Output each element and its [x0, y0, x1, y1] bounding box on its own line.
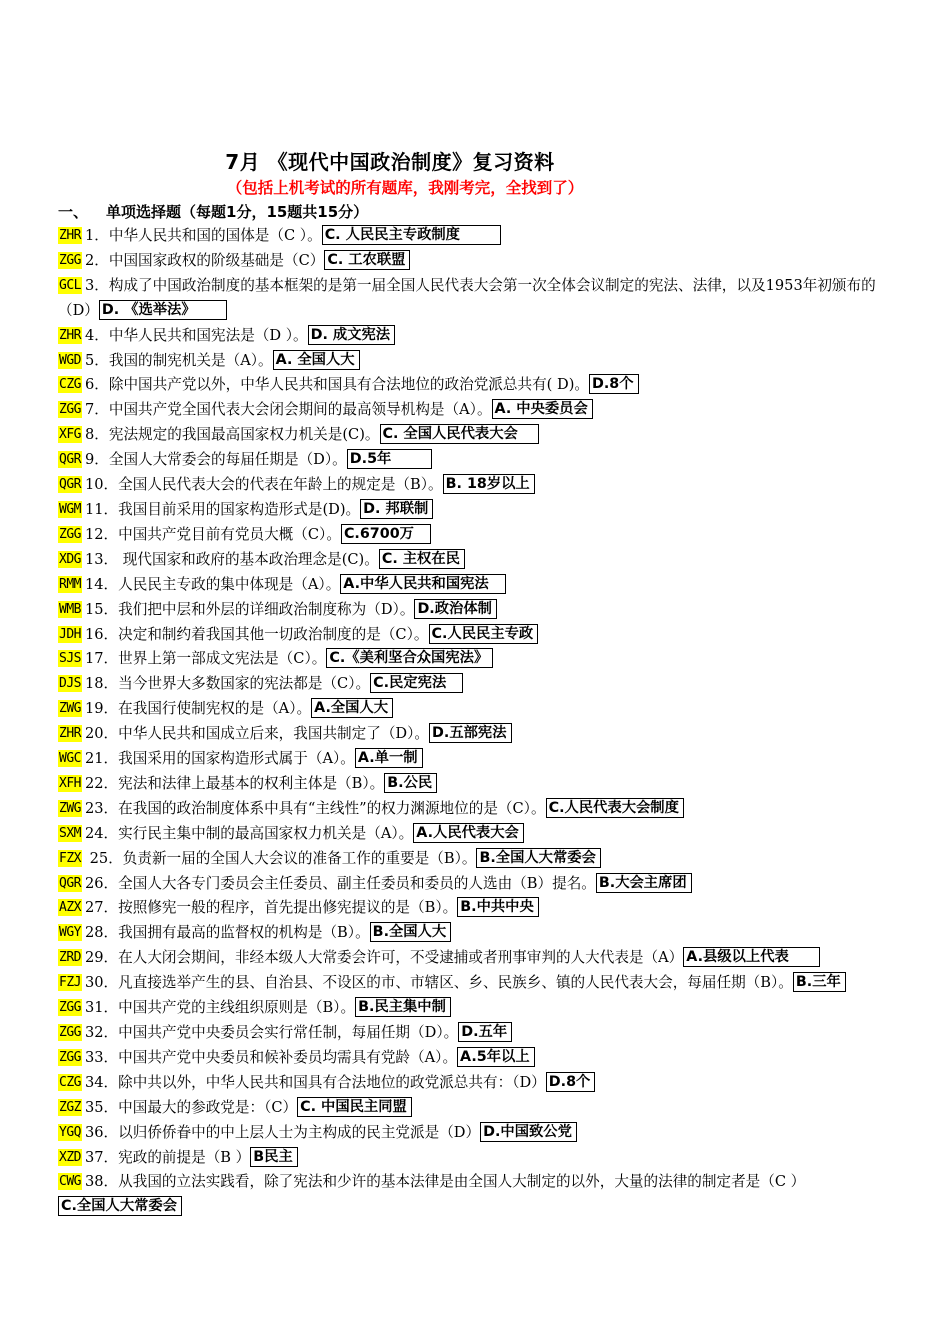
question-code-highlight: XFH	[59, 775, 81, 791]
question-code-highlight: SJS	[59, 651, 81, 667]
document-title: 7月 《现代中国政治制度》复习资料	[225, 150, 555, 174]
answer-box: B.大会主席团	[596, 873, 692, 893]
answer-box: D.5年	[347, 449, 433, 469]
answer-box: B.民主集中制	[355, 997, 451, 1017]
question-code-highlight: QGR	[59, 452, 81, 468]
answer-box: C.《美利坚合众国宪法》	[326, 648, 493, 668]
question-text: 28．我国拥有最高的监督权的机构是（B）。	[84, 924, 370, 942]
question-text: 1．中华人民共和国的国体是（C ）。	[84, 227, 322, 244]
answer-box: D.8个	[546, 1072, 596, 1092]
question-text: 19．在我国行使制宪权的是（A）。	[84, 700, 312, 718]
question-item	[58, 324, 908, 349]
question-list	[58, 224, 908, 1220]
question-item	[58, 473, 908, 498]
question-text: 22．宪法和法律上最基本的权利主体是（B）。	[84, 774, 385, 792]
question-text: 34．除中共以外，中华人民共和国具有合法地位的政党派总共有：（D）	[84, 1073, 546, 1091]
question-code-highlight: ZHR	[59, 726, 81, 742]
answer-box: A.人民代表大会	[413, 823, 524, 843]
question-text: 21．我国采用的国家构造形式属于（A）。	[84, 750, 355, 768]
answer-box: A. 全国人大	[273, 350, 360, 370]
question-code-highlight: FZJ	[59, 975, 81, 991]
answer-box: A. 中央委员会	[492, 399, 593, 419]
question-text: 26．全国人大各专门委员会主任委员、副主任委员和委员的人选由（B）提名。	[84, 874, 596, 892]
answer-box: C. 人民民主专政制度	[322, 225, 501, 245]
question-code-highlight: ZGG	[59, 1025, 81, 1040]
answer-box: A.中华人民共和国宪法	[340, 574, 505, 594]
question-code-highlight: ZRD	[59, 950, 81, 966]
question-text: 16．决定和制约着我国其他一切政治制度的是（C）。	[84, 625, 429, 643]
question-code-highlight: WMB	[59, 601, 81, 617]
question-text: 27．按照修宪一般的程序，首先提出修宪提议的是（B）。	[84, 899, 458, 917]
question-item	[58, 647, 908, 672]
question-item	[58, 623, 908, 648]
question-item	[58, 1121, 908, 1146]
question-code-highlight: CZG	[59, 377, 81, 393]
question-code-highlight: ZGG	[59, 526, 81, 542]
question-code-highlight: ZGG	[59, 1049, 81, 1065]
question-item	[58, 996, 908, 1021]
answer-box: D.五部宪法	[429, 723, 512, 743]
question-text: 23．在我国的政治制度体系中具有“主线性”的权力渊源地位的是（C）。	[84, 799, 546, 817]
question-text: 13． 现代国家和政府的基本政治理念是(C)。	[84, 550, 379, 568]
question-item	[58, 523, 908, 548]
answer-box: B.全国人大常委会	[476, 848, 600, 868]
question-code-highlight: ZGG	[59, 252, 81, 268]
question-item	[58, 548, 908, 573]
answer-box: C.人民代表大会制度	[546, 798, 684, 818]
section-label: 单项选择题（每题1分，15题共15分）	[106, 203, 369, 221]
question-text: 15．我们把中层和外层的详细政治制度称为（D）。	[84, 600, 415, 618]
question-code-highlight: CZG	[59, 1074, 81, 1090]
question-text: 35．中国最大的参政党是：（C）	[84, 1098, 298, 1116]
question-item	[58, 672, 908, 697]
question-item	[58, 498, 908, 523]
question-item	[58, 822, 908, 847]
question-code-highlight: ZWG	[59, 701, 81, 717]
question-text: 2．中国国家政权的阶级基础是（C）	[84, 251, 325, 269]
question-code-highlight: QGR	[59, 477, 81, 493]
question-item	[58, 872, 908, 897]
answer-box: B民主	[250, 1147, 298, 1167]
question-item	[58, 249, 908, 274]
document-subtitle: （包括上机考试的所有题库，我刚考完，全找到了）	[226, 179, 584, 197]
question-code-highlight: FZX	[59, 850, 81, 866]
answer-box: C.6700万	[341, 524, 431, 544]
answer-box: B.公民	[384, 773, 437, 793]
answer-box: B.三年	[793, 972, 846, 992]
question-code-highlight: WGD	[59, 352, 81, 368]
question-code-highlight: GCL	[59, 277, 81, 293]
question-text: 12．中国共产党目前有党员大概（C）。	[84, 525, 341, 543]
question-code-highlight: WGC	[59, 751, 81, 767]
question-item	[58, 1170, 908, 1220]
answer-box: D. 邦联制	[360, 499, 433, 519]
question-item	[58, 847, 908, 872]
answer-box: A.5年以上	[457, 1047, 535, 1067]
question-text: 33．中国共产党中央委员和候补委员均需具有党龄（A）。	[84, 1048, 458, 1066]
question-item	[58, 573, 908, 598]
question-item	[58, 722, 908, 747]
answer-box: D.中国致公党	[480, 1122, 577, 1142]
question-code-highlight: ZGG	[59, 402, 81, 418]
answer-box: D.政治体制	[414, 599, 497, 619]
question-item	[58, 598, 908, 623]
question-text: 24．实行民主集中制的最高国家权力机关是（A）。	[84, 824, 414, 842]
answer-box: D. 成文宪法	[308, 325, 395, 345]
question-code-highlight: WGY	[59, 925, 81, 941]
question-text: 6．除中国共产党以外，中华人民共和国具有合法地位的政治党派总共有( D)。	[84, 376, 589, 394]
answer-box: C.全国人大常委会	[58, 1196, 182, 1216]
question-item	[58, 1071, 908, 1096]
question-item	[58, 1096, 908, 1121]
question-code-highlight: DJS	[59, 676, 81, 692]
answer-box: C.人民民主专政	[429, 624, 539, 644]
question-item	[58, 398, 908, 423]
question-text: 4．中华人民共和国宪法是（D ）。	[84, 326, 308, 344]
question-text: 29．在人大闭会期间，非经本级人大常委会许可，不受逮捕或者刑事审判的人大代表是（A）	[84, 949, 684, 967]
question-item	[58, 946, 908, 971]
answer-box: C. 全国人民代表大会	[380, 424, 539, 444]
answer-box: D.8个	[589, 374, 639, 394]
question-item	[58, 697, 908, 722]
section-heading	[58, 201, 368, 222]
question-text: 10．全国人民代表大会的代表在年龄上的规定是（B）。	[84, 476, 443, 494]
answer-box: A.县级以上代表	[683, 947, 820, 967]
answer-box: B.全国人大	[370, 922, 452, 942]
question-text: 38．从我国的立法实践看，除了宪法和少许的基本法律是由全国人大制定的以外，大量的法律的制定者是（C ）	[84, 1173, 806, 1191]
question-item	[58, 921, 908, 946]
question-item	[58, 274, 908, 324]
question-text: 11．我国目前采用的国家构造形式是(D)。	[84, 500, 361, 518]
question-item	[58, 971, 908, 996]
answer-box: C.民定宪法	[370, 673, 463, 693]
question-text: 36．以归侨侨眷中的中上层人士为主构成的民主党派是（D）	[84, 1123, 481, 1141]
question-text: 37．宪政的前提是（B ）	[84, 1148, 251, 1166]
question-item	[58, 1021, 908, 1046]
answer-box: D. 《选举法》	[99, 300, 227, 320]
question-text: 9．全国人大常委会的每届任期是（D）。	[84, 451, 347, 469]
answer-box: D.五年	[458, 1022, 512, 1042]
question-text: 14．人民民主专政的集中体现是（A）。	[84, 575, 341, 593]
question-item	[58, 349, 908, 374]
question-code-highlight: ZHR	[59, 327, 81, 343]
question-code-highlight: XDG	[59, 551, 81, 567]
answer-box: C. 主权在民	[379, 549, 465, 569]
question-item	[58, 772, 908, 797]
question-item	[58, 1146, 908, 1171]
question-item	[58, 747, 908, 772]
question-item	[58, 423, 908, 448]
question-text: 17．世界上第一部成文宪法是（C）。	[84, 650, 327, 668]
question-item	[58, 797, 908, 822]
question-item	[58, 896, 908, 921]
question-code-highlight: JDH	[59, 626, 81, 642]
question-text: 32．中国共产党中央委员会实行常任制，每届任期（D）。	[84, 1024, 459, 1041]
question-text: 20．中华人民共和国成立后来，我国共制定了（D）。	[84, 725, 430, 743]
question-code-highlight: ZGZ	[59, 1099, 81, 1115]
answer-box: A.单一制	[355, 748, 423, 768]
question-code-highlight: ZWG	[59, 800, 81, 816]
question-item	[58, 373, 908, 398]
question-code-highlight: WGM	[59, 501, 81, 517]
question-code-highlight: ZGG	[59, 1000, 81, 1016]
question-text: 30．凡直接选举产生的县、自治县、不设区的市、市辖区、乡、民族乡、镇的人民代表大会，每届任期（B）。	[84, 974, 793, 992]
question-text: 3．构成了中国政治制度的基本框架的是第一届全国人民代表大会第一次全体会议制定的宪法、法律，以及1953年初颁布的（D）	[58, 276, 876, 319]
question-text: 18．当今世界大多数国家的宪法都是（C）。	[84, 675, 371, 693]
question-item	[58, 224, 908, 249]
question-text: 25．负责新一届的全国人大会议的准备工作的重要是（B）。	[84, 849, 477, 867]
question-text: 31．中国共产党的主线组织原则是（B）。	[84, 999, 356, 1017]
question-code-highlight: YGQ	[59, 1124, 81, 1140]
question-code-highlight: AZX	[59, 900, 81, 916]
question-item	[58, 1046, 908, 1071]
answer-box: C. 工农联盟	[324, 250, 410, 270]
question-code-highlight: RMM	[59, 576, 81, 592]
question-code-highlight: ZHR	[59, 228, 81, 243]
question-item	[58, 448, 908, 473]
question-code-highlight: XZD	[59, 1149, 81, 1165]
answer-box: C. 中国民主同盟	[297, 1097, 412, 1117]
answer-box: B.中共中央	[457, 897, 539, 917]
question-code-highlight: SXM	[59, 825, 81, 841]
section-number: 一、	[58, 203, 89, 221]
question-code-highlight: QGR	[59, 875, 81, 891]
question-code-highlight: XFG	[59, 427, 81, 443]
answer-box: A.全国人大	[311, 698, 393, 718]
question-text: 8．宪法规定的我国最高国家权力机关是(C)。	[84, 426, 380, 444]
question-text: 7．中国共产党全国代表大会闭会期间的最高领导机构是（A）。	[84, 401, 492, 419]
answer-box: B. 18岁以上	[443, 474, 535, 494]
question-text: 5．我国的制宪机关是（A）。	[84, 351, 273, 369]
question-code-highlight: CWG	[59, 1174, 81, 1190]
